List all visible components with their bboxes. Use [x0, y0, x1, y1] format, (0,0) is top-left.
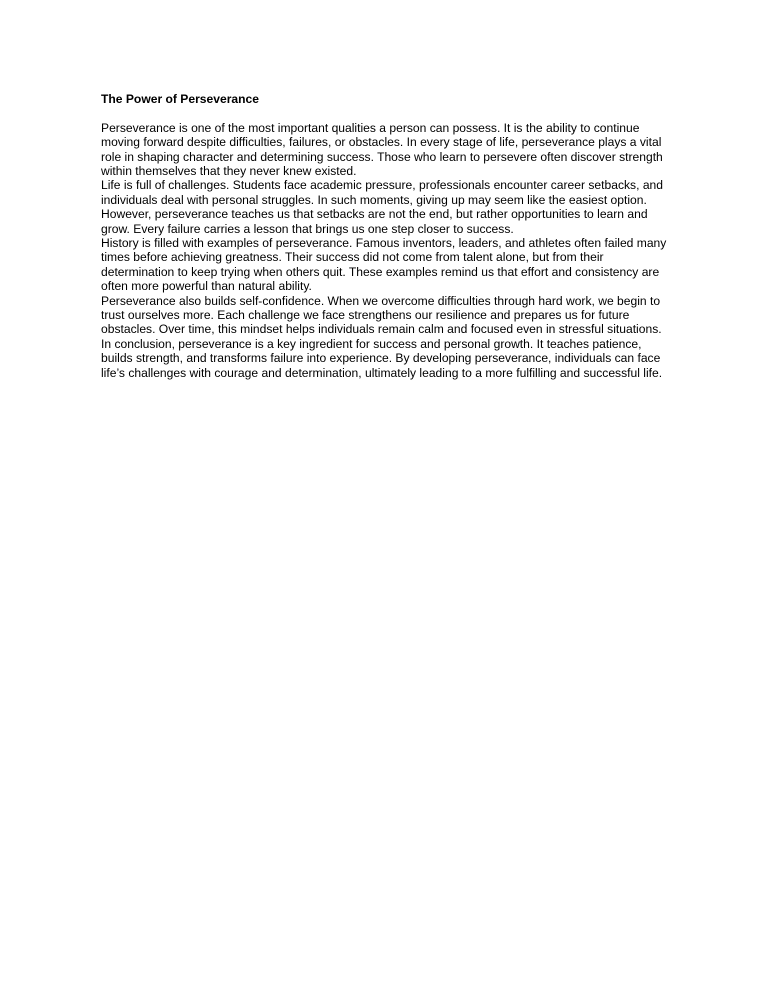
paragraph-1: Perseverance is one of the most important qualities a person can possess. It is the ability to continue moving forward despite difficulties, failures, or obstacles. In every stage of life, perseverance plays a vital role in shaping character and determining success. Those who learn to persevere often discover strength within themselves that they never knew existed. [101, 120, 663, 179]
document-title: The Power of Perseverance [101, 92, 259, 106]
paragraph-4: Perseverance also builds self-confidence. When we overcome difficulties through hard work, we begin to trust ourselves more. Each challenge we face strengthens our resilience and prepares us for future obstacles. Over time, this mindset helps individuals remain calm and focused even in stressful situations. [101, 293, 662, 337]
paragraph-5: In conclusion, perseverance is a key ingredient for success and personal growth. It teaches patience, builds strength, and transforms failure into experience. By developing perseverance, individuals can face life’s challenges with courage and determination, ultimately leading to a more fulfilling and successful life. [101, 336, 663, 380]
paragraph-3: History is filled with examples of perseverance. Famous inventors, leaders, and athletes often failed many times before achieving greatness. Their success did not come from talent alone, but from their determination to keep trying when others quit. These examples remind us that effort and consistency are often more powerful than natural ability. [101, 236, 667, 294]
document-body [101, 92, 676, 380]
paragraph-2: Life is full of challenges. Students face academic pressure, professionals encounter career setbacks, and individuals deal with personal struggles. In such moments, giving up may seem like the easiest option. However, perseverance teaches us that setbacks are not the end, but rather opportunities to learn and grow. Every failure carries a lesson that brings us one step closer to success. [101, 178, 663, 236]
